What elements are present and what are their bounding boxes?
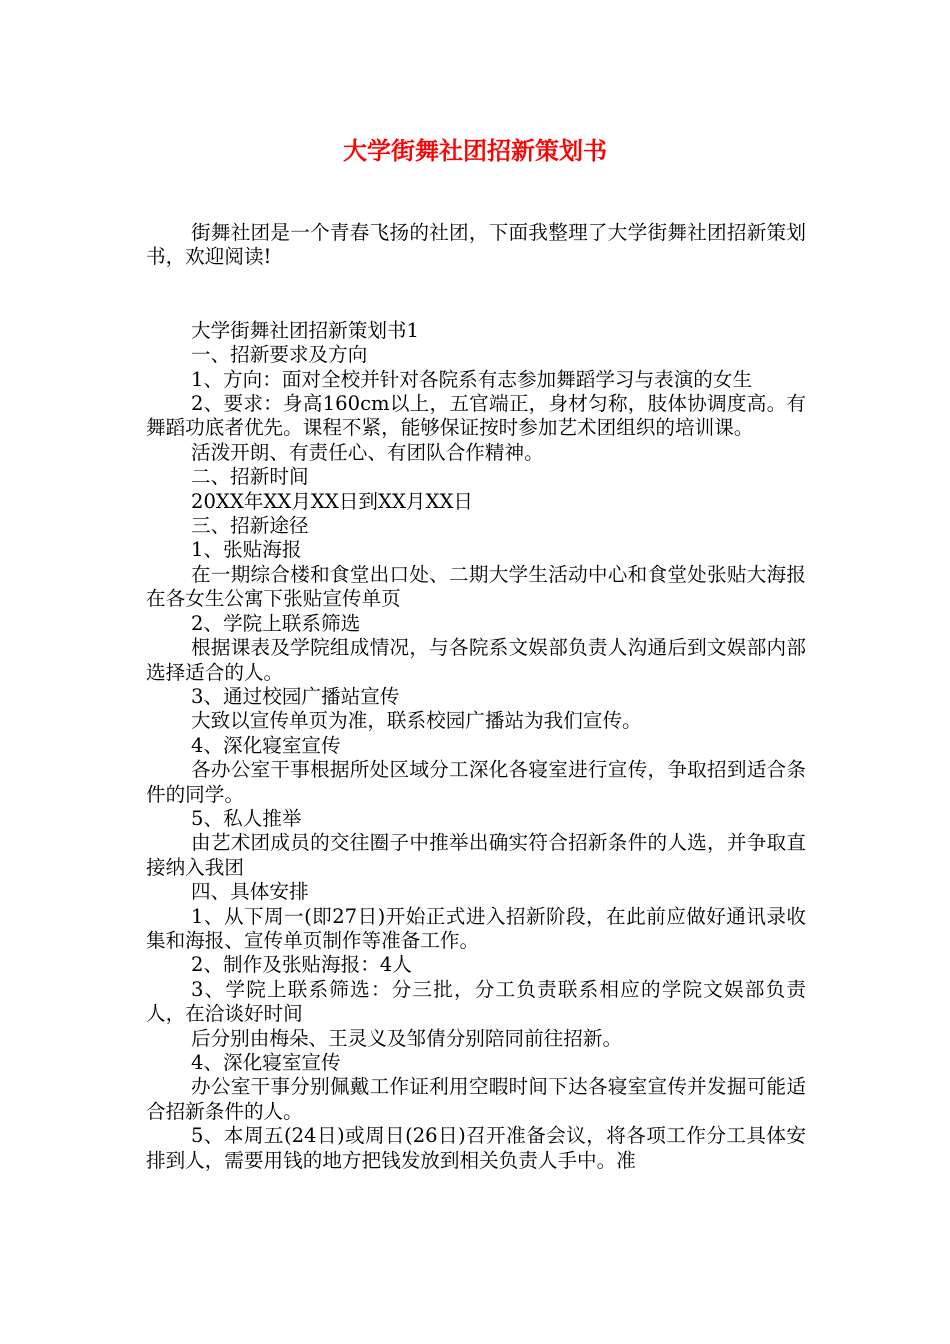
body-paragraph: 2、制作及张贴海报：4人	[191, 953, 412, 977]
body-paragraph: 在一期综合楼和食堂出口处、二期大学生活动中心和食堂处张贴大海报在各女生公寓下张贴宣传单页	[146, 562, 806, 611]
subheading: 5、私人推举	[191, 806, 302, 830]
body-paragraph: 20XX年XX月XX日到XX月XX日	[191, 489, 473, 513]
section-heading: 一、招新要求及方向	[191, 343, 368, 367]
subheading: 4、深化寝室宣传	[191, 733, 341, 757]
body-paragraph: 1、方向：面对全校并针对各院系有志参加舞蹈学习与表演的女生	[191, 367, 753, 391]
document-body	[146, 221, 806, 1173]
section-heading: 大学街舞社团招新策划书1	[191, 318, 419, 342]
body-paragraph: 大致以宣传单页为准，联系校园广播站为我们宣传。	[191, 709, 642, 733]
paragraph-gap	[146, 270, 806, 319]
subheading: 1、张贴海报	[191, 538, 302, 562]
subheading: 2、学院上联系筛选	[191, 611, 361, 635]
section-heading: 四、具体安排	[191, 880, 309, 904]
body-paragraph: 1、从下周一(即27日)开始正式进入招新阶段，在此前应做好通讯录收集和海报、宣传单页制作等准备工作。	[146, 904, 806, 952]
body-paragraph: 由艺术团成员的交往圈子中推举出确实符合招新条件的人选，并争取直接纳入我团	[146, 831, 806, 879]
page-title: 大学街舞社团招新策划书	[343, 137, 607, 165]
body-paragraph: 后分别由梅朵、王灵义及邹倩分别陪同前往招新。	[191, 1026, 623, 1050]
subheading: 3、通过校园广播站宣传	[191, 684, 400, 708]
body-paragraph: 3、学院上联系筛选：分三批，分工负责联系相应的学院文娱部负责人，在洽谈好时间	[146, 977, 806, 1026]
body-paragraph: 活泼开朗、有责任心、有团队合作精神。	[191, 440, 544, 464]
body-paragraph: 各办公室干事根据所处区域分工深化各寝室进行宣传，争取招到适合条件的同学。	[146, 758, 806, 806]
section-heading: 三、招新途径	[191, 514, 309, 538]
intro-paragraph: 街舞社团是一个青春飞扬的社团，下面我整理了大学街舞社团招新策划书，欢迎阅读!	[146, 221, 806, 269]
body-paragraph: 5、本周五(24日)或周日(26日)召开准备会议，将各项工作分工具体安排到人，需要用钱的地方把钱发放到相关负责人手中。准	[146, 1124, 806, 1172]
body-paragraph: 办公室干事分别佩戴工作证利用空暇时间下达各寝室宣传并发掘可能适合招新条件的人。	[146, 1075, 806, 1123]
body-paragraph: 根据课表及学院组成情况，与各院系文娱部负责人沟通后到文娱部内部选择适合的人。	[146, 636, 806, 684]
section-heading: 二、招新时间	[191, 465, 309, 489]
body-paragraph: 2、要求：身高160cm以上，五官端正，身材匀称，肢体协调度高。有舞蹈功底者优先。课程不紧，能够保证按时参加艺术团组织的培训课。	[146, 392, 806, 440]
subheading: 4、深化寝室宣传	[191, 1051, 341, 1074]
